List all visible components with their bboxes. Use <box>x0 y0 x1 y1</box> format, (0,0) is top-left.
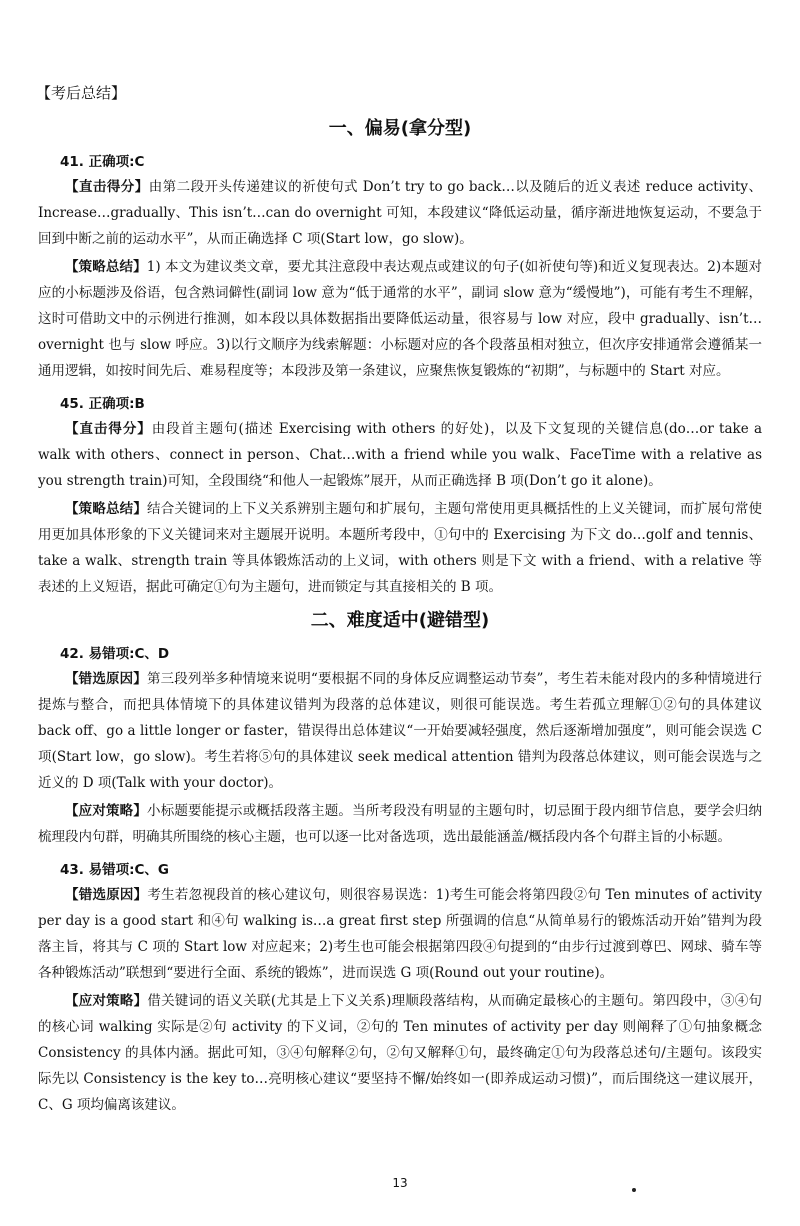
para-tag: 【直击得分】 <box>65 421 152 437</box>
answer-heading: 43. 易错项:C、G <box>60 862 170 878</box>
para-text: 1) 本文为建议类文章，要尤其注意段中表达观点或建议的句子(如祈使句等)和近义复现表达。2)本题对应的小标题涉及俗语，包含熟词僻性(副词 low 意为“低于通常的水平”，副词 slow 意为“缓慢地”)，可能有考生不理解，这时可借助文中的示例进行推测，如本段以具体数据指出要降低运动量，很容易与 low 对应，段中 gradually、isn’t…overnight 也与 slow 呼应。3)以行文顺序为线索解题：小标题对应的各个段落虽相对独立，但次序安排通常会遵循某一通用逻辑，如按时间先后、难易程度等；本段涉及第一条建议，应聚焦恢复锻炼的“初期”，与标题中的 Start 对应。 <box>38 259 762 379</box>
content <box>38 108 762 1120</box>
paragraph <box>38 882 762 986</box>
para-text: 借关键词的语义关联(尤其是上下义关系)理顺段落结构，从而确定最核心的主题句。第四段中，③④句的核心词 walking 实际是②句 activity 的下义词，②句的 Ten minutes of activity per day 则阐释了①句抽象概念 Consistency 的具体内涵。据此可知，③④句解释②句，②句又解释①句，最终确定①句为段落总述句/主题句。该段实际先以 Consistency is the key to…亮明核心建议“要坚持不懈/始终如一(即养成运动习惯)”，而后围绕这一建议展开，C、G 项均偏离该建议。 <box>38 993 762 1113</box>
answer-heading: 42. 易错项:C、D <box>60 646 170 662</box>
page-number: 13 <box>392 1176 408 1190</box>
para-text: 考生若忽视段首的核心建议句，则很容易误选：1)考生可能会将第四段②句 Ten minutes of activity per day is a good start 和④句 walking is…a great first step 所强调的信息“从简单易行的锻炼活动开始”错判为段落主旨，将其与 C 项的 Start low 对应起来；2)考生也可能会根据第四段④句提到的“由步行过渡到尊巴、网球、骑车等各种锻炼活动”联想到“要进行全面、系统的锻炼”，进而误选 G 项(Round out your routine)。 <box>38 887 763 981</box>
paragraph <box>38 174 762 252</box>
para-tag: 【应对策略】 <box>65 993 148 1009</box>
paragraph <box>38 798 762 850</box>
answer-heading: 45. 正确项:B <box>60 396 145 412</box>
para-tag: 【应对策略】 <box>65 803 148 819</box>
para-text: 第三段列举多种情境来说明“要根据不同的身体反应调整运动节奏”，考生若未能对段内的多种情境进行提炼与整合，而把具体情境下的具体建议错判为段落的总体建议，则很可能误选。考生若孤立理解①②句的具体建议 back off、go a little longer or faster，错误得出总体建议“一开始要减轻强度，然后逐渐增加强度”，则可能会误选 C 项(Start low，go slow)。考生若将⑤句的具体建议 seek medical attention 错判为段落总体建议，则可能会误选与之近义的 D 项(Talk with your doctor)。 <box>38 671 762 791</box>
para-text: 由段首主题句(描述 Exercising with others 的好处)，以及下文复现的关键信息(do…or take a walk with others、connect in person、Chat…with a friend while you walk、FaceTime with a relative as you strength train)可知，全段围绕“和他人一起锻炼”展开，从而正确选择 B 项(Don’t go it alone)。 <box>38 421 762 489</box>
para-text: 小标题要能提示或概括段落主题。当所考段没有明显的主题句时，切忌囿于段内细节信息，要学会归纳梳理段内句群，明确其所围绕的核心主题，也可以逐一比对备选项，选出最能涵盖/概括段内各个句群主旨的小标题。 <box>38 803 763 845</box>
paragraph <box>38 254 762 384</box>
paragraph <box>38 666 762 796</box>
para-tag: 【策略总结】 <box>65 501 148 517</box>
section-title: 二、难度适中(避错型) <box>310 610 490 631</box>
dot-mark <box>632 1188 636 1192</box>
header-note: 【考后总结】 <box>36 84 127 102</box>
paragraph <box>38 496 762 600</box>
para-tag: 【错选原因】 <box>65 887 148 903</box>
para-text: 由第二段开头传递建议的祈使句式 Don’t try to go back…以及随后的近义表述 reduce activity、Increase…gradually、This isn’t…can do overnight 可知，本段建议“降低运动量，循序渐进地恢复运动，不要急于回到中断之前的运动水平”，从而正确选择 C 项(Start low，go slow)。 <box>38 179 762 247</box>
para-tag: 【直击得分】 <box>65 179 149 195</box>
para-tag: 【错选原因】 <box>65 671 147 687</box>
paragraph <box>38 416 762 494</box>
para-tag: 【策略总结】 <box>65 259 147 275</box>
para-text: 结合关键词的上下义关系辨别主题句和扩展句，主题句常使用更具概括性的上义关键词，而扩展句常使用更加具体形象的下义关键词来对主题展开说明。本题所考段中，①句中的 Exercising 为下文 do…golf and tennis、take a walk、strength train 等具体锻炼活动的上义词，with others 则是下文 with a friend、with a relative 等表述的上义短语，据此可确定①句为主题句，进而锁定与其直接相关的 B 项。 <box>38 501 763 595</box>
section-title: 一、偏易(拿分型) <box>328 118 472 139</box>
paragraph <box>38 988 762 1118</box>
answer-heading: 41. 正确项:C <box>60 154 145 170</box>
